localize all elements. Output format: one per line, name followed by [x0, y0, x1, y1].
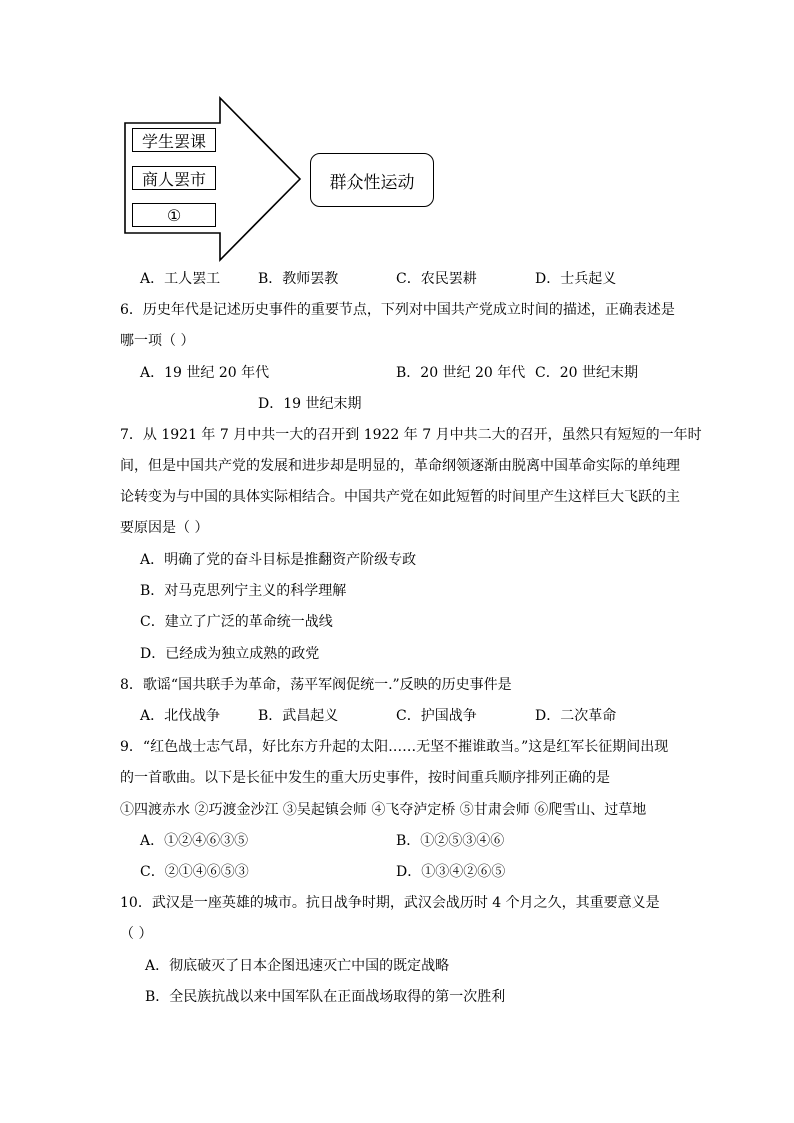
q6-stem-1: 6．历史年代是记述历史事件的重要节点，下列对中国共产党成立时间的描述，正确表述是 [120, 302, 675, 318]
q7-option-b: B．对马克思列宁主义的科学理解 [140, 583, 347, 599]
q8-option-d: D．二次革命 [535, 708, 617, 724]
q9-option-d: D．①③④②⑥⑤ [396, 864, 506, 880]
q7-stem-3: 论转变为与中国的具体实际相结合。中国共产党在如此短暂的时间里产生这样巨大飞跃的主 [120, 489, 680, 505]
q8-option-c: C．护国战争 [396, 708, 477, 724]
q7-option-a: A．明确了党的奋斗目标是推翻资产阶级专政 [140, 552, 417, 568]
q6-stem-2: 哪一项（ ） [120, 333, 195, 349]
q7-option-d: D．已经成为独立成熟的政党 [140, 646, 320, 662]
q8-option-a: A．北伐战争 [140, 708, 221, 724]
q7-option-c: C．建立了广泛的革命统一战线 [140, 614, 333, 630]
q9-events: ①四渡赤水 ②巧渡金沙江 ③吴起镇会师 ④飞夺泸定桥 ⑤甘肃会师 ⑥爬雪山、过草地 [120, 802, 647, 818]
movement-diagram [120, 95, 440, 265]
q6-option-b: B．20 世纪 20 年代 [396, 365, 526, 381]
q9-option-c: C．②①④⑥⑤③ [140, 864, 249, 880]
q7-stem-4: 要原因是（ ） [120, 520, 209, 536]
q6-option-d: D．19 世纪末期 [258, 396, 362, 412]
q10-option-b: B．全民族抗战以来中国军队在正面战场取得的第一次胜利 [145, 989, 506, 1005]
q5-option-a: A．工人罢工 [140, 271, 221, 287]
q7-stem-1: 7．从 1921 年 7 月中共一大的召开到 1922 年 7 月中共二大的召开，虽然只有短短的一年时 [120, 427, 702, 443]
diagram-box-merchants: 商人罢市 [132, 166, 216, 190]
q10-stem-1: 10．武汉是一座英雄的城市。抗日战争时期，武汉会战历时 4 个月之久，其重要意义是 [120, 895, 660, 911]
q5-option-b: B．教师罢教 [258, 271, 339, 287]
q7-stem-2: 间，但是中国共产党的发展和进步却是明显的，革命纲领逐渐由脱离中国革命实际的单纯理 [120, 458, 680, 474]
diagram-box-students: 学生罢课 [132, 128, 216, 152]
diagram-box-blank: ① [132, 203, 216, 227]
q8-stem: 8．歌谣“国共联手为革命，荡平军阀促统一.”反映的历史事件是 [120, 677, 512, 693]
q9-option-b: B．①②⑤③④⑥ [396, 833, 505, 849]
q10-option-a: A．彻底破灭了日本企图迅速灭亡中国的既定战略 [145, 958, 450, 974]
q9-stem-1: 9．“红色战士志气昂，好比东方升起的太阳……无坚不摧谁敢当。”这是红军长征期间出现 [120, 739, 669, 755]
q6-option-c: C．20 世纪末期 [535, 365, 638, 381]
q8-option-b: B．武昌起义 [258, 708, 339, 724]
diagram-result: 群众性运动 [310, 153, 434, 207]
q9-stem-2: 的一首歌曲。以下是长征中发生的重大历史事件，按时间重兵顺序排列正确的是 [120, 770, 610, 786]
q10-stem-2: （ ） [120, 926, 153, 942]
q5-option-c: C．农民罢耕 [396, 271, 477, 287]
q9-option-a: A．①②④⑥③⑤ [140, 833, 249, 849]
q5-option-d: D．士兵起义 [535, 271, 617, 287]
q6-option-a: A．19 世纪 20 年代 [140, 365, 270, 381]
